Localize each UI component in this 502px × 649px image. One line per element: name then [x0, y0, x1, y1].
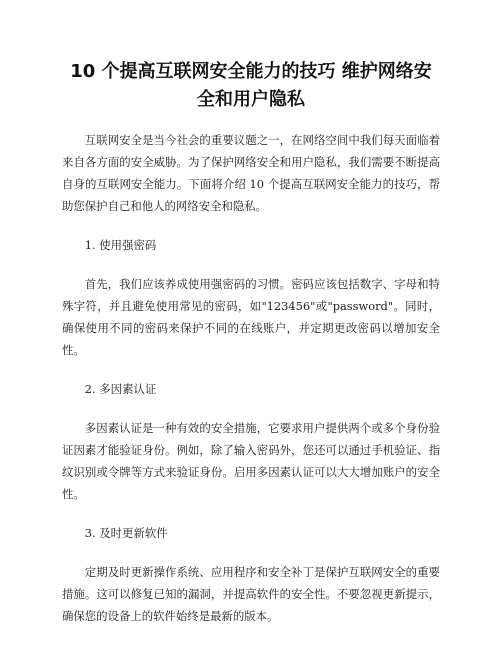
section-heading-3: 3. 及时更新软件 [84, 526, 168, 540]
section-body-3: 定期及时更新操作系统、应用程序和安全补丁是保护互联网安全的重要措施。这可以修复已知的漏洞，并提高软件的安全性。不要忽视更新提示，确保您的设备上的软件始终是最新的版本。 [62, 565, 440, 623]
document-title: 10 个提高互联网安全能力的技巧 维护网络安全和用户隐私 [70, 61, 432, 110]
section-body-2: 多因素认证是一种有效的安全措施，它要求用户提供两个或多个身份验证因素才能验证身份。例如，除了输入密码外，您还可以通过手机验证、指纹识别或令牌等方式来验证身份。启用多因素认证可以大大增加账户的安全性。 [62, 421, 440, 501]
section-heading-1: 1. 使用强密码 [84, 238, 157, 252]
intro-paragraph: 互联网安全是当今社会的重要议题之一，在网络空间中我们每天面临着来自各方面的安全威胁。为了保护网络安全和用户隐私，我们需要不断提高自身的互联网安全能力。下面将介绍 10 个提高互联网安全能力的技巧，帮助您保护自己和他人的网络安全和隐私。 [62, 133, 440, 213]
section-heading-2: 2. 多因素认证 [84, 382, 157, 396]
section-body-1: 首先，我们应该养成使用强密码的习惯。密码应该包括数字、字母和特殊字符，并且避免使用常见的密码，如"123456"或"password"。同时，确保使用不同的密码来保护不同的在线账户，并定期更改密码以增加安全性。 [62, 277, 440, 357]
